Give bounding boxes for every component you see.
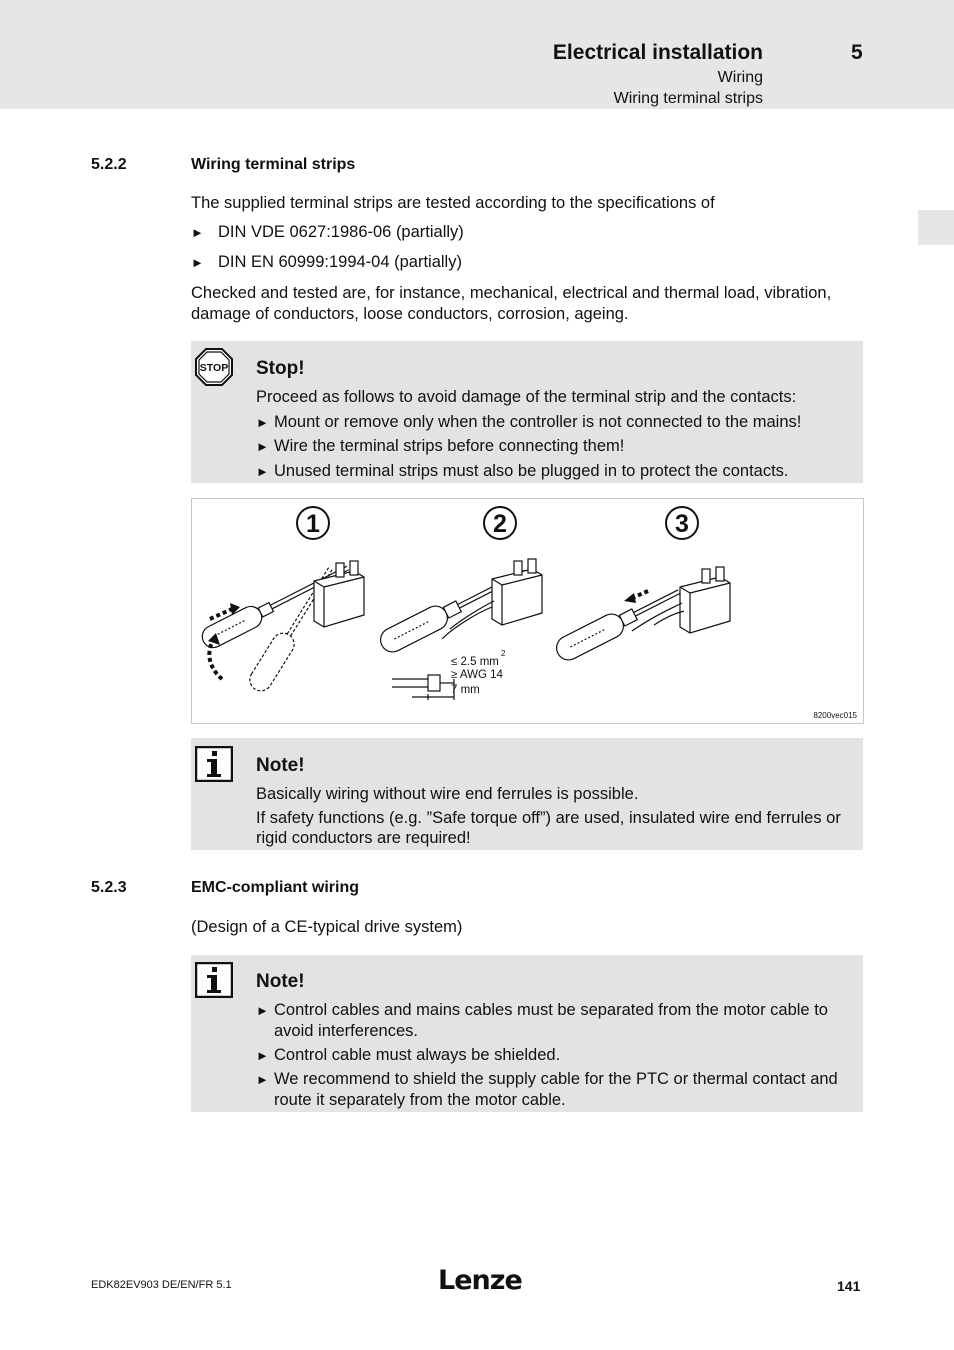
section-title-523: EMC-compliant wiring [191, 879, 359, 896]
stop-sign-label: STOP [199, 362, 229, 374]
chapter-title: Electrical installation [552, 41, 763, 64]
bullet-marker: ► [256, 1072, 269, 1087]
note-title-2: Note! [256, 971, 305, 992]
checked-paragraph: Checked and tested are, for instance, mechanical, electrical and thermal load, vibration, damage of conductors, loose conductors, corrosion, ageing. [191, 284, 832, 323]
step-marker-2 [484, 507, 516, 539]
stop-sign-icon [195, 348, 233, 386]
note2-item-text: We recommend to shield the supply cable for the PTC or thermal contact and route it separately from the motor cable. [274, 1070, 838, 1109]
bullet-text: DIN EN 60999:1994-04 (partially) [218, 253, 462, 271]
note-box-2 [191, 955, 863, 1112]
step-marker-3 [666, 507, 698, 539]
note2-item-1 [256, 1000, 856, 1041]
section-title-522: Wiring terminal strips [191, 156, 356, 173]
bullet-marker: ► [191, 225, 204, 240]
stop-item-text: Mount or remove only when the controller is not connected to the mains! [274, 413, 802, 431]
step3-illustration [552, 567, 730, 664]
svg-text:1: 1 [306, 510, 320, 538]
note2-item-2 [256, 1045, 856, 1066]
stop-item-3 [256, 461, 856, 482]
stop-item-text: Wire the terminal strips before connecting them! [274, 437, 625, 455]
step1-illustration [198, 558, 364, 695]
note2-item-text: Control cable must always be shielded. [274, 1046, 561, 1064]
stop-item-1 [256, 412, 856, 433]
note-line-2: If safety functions (e.g. ”Safe torque off”) are used, insulated wire end ferrules or rigid conductors are required! [256, 809, 841, 847]
figure-code: 8200vec015 [813, 711, 857, 720]
wiring-illustration [192, 499, 863, 723]
intro-paragraph: The supplied terminal strips are tested according to the specifications of [191, 194, 715, 212]
lenze-logo: Lenze [438, 1265, 522, 1296]
section-number-523: 5.2.3 [91, 879, 127, 896]
svg-text:3: 3 [675, 510, 689, 538]
note-box-1 [191, 738, 863, 850]
info-icon [195, 746, 233, 782]
bullet-marker: ► [256, 1003, 269, 1018]
step-marker-1 [297, 507, 329, 539]
stop-text: Proceed as follows to avoid damage of the terminal strip and the contacts: [256, 388, 797, 406]
spec-bullet-2 [191, 253, 462, 272]
page-number: 141 [837, 1278, 861, 1294]
wire-spec-labels [451, 649, 506, 696]
note-line-1: Basically wiring without wire end ferrules is possible. [256, 785, 639, 803]
bullet-marker: ► [256, 439, 269, 454]
section-number-522: 5.2.2 [91, 156, 127, 173]
header-band [0, 0, 954, 109]
stop-item-2 [256, 436, 856, 457]
wiring-figure [191, 498, 864, 724]
header-subtitle-wiring: Wiring [717, 69, 763, 86]
footer-doc-id: EDK82EV903 DE/EN/FR 5.1 [91, 1279, 232, 1291]
emc-subtitle: (Design of a CE-typical drive system) [191, 918, 463, 936]
header-subtitle-terminal-strips: Wiring terminal strips [613, 90, 763, 107]
spec-bullet-1 [191, 223, 464, 242]
chapter-number: 5 [851, 41, 863, 64]
note2-item-3 [256, 1069, 856, 1110]
bullet-marker: ► [256, 464, 269, 479]
spec-awg: ≥ AWG 14 [451, 669, 503, 681]
bullet-text: DIN VDE 0627:1986-06 (partially) [218, 223, 464, 241]
svg-text:2: 2 [493, 510, 507, 538]
spec-superscript: 2 [501, 649, 506, 658]
bullet-marker: ► [256, 415, 269, 430]
note-title-1: Note! [256, 755, 305, 776]
bullet-marker: ► [191, 255, 204, 270]
stop-box [191, 341, 863, 483]
note2-item-text: Control cables and mains cables must be separated from the motor cable to avoid interferences. [274, 1001, 828, 1040]
stop-title: Stop! [256, 358, 305, 379]
chapter-side-tab [918, 210, 954, 245]
info-icon [195, 962, 233, 998]
spec-strip-length: 7 mm [451, 684, 480, 696]
stop-item-text: Unused terminal strips must also be plugged in to protect the contacts. [274, 462, 789, 480]
spec-cross-section: ≤ 2.5 mm [451, 656, 499, 668]
bullet-marker: ► [256, 1048, 269, 1063]
